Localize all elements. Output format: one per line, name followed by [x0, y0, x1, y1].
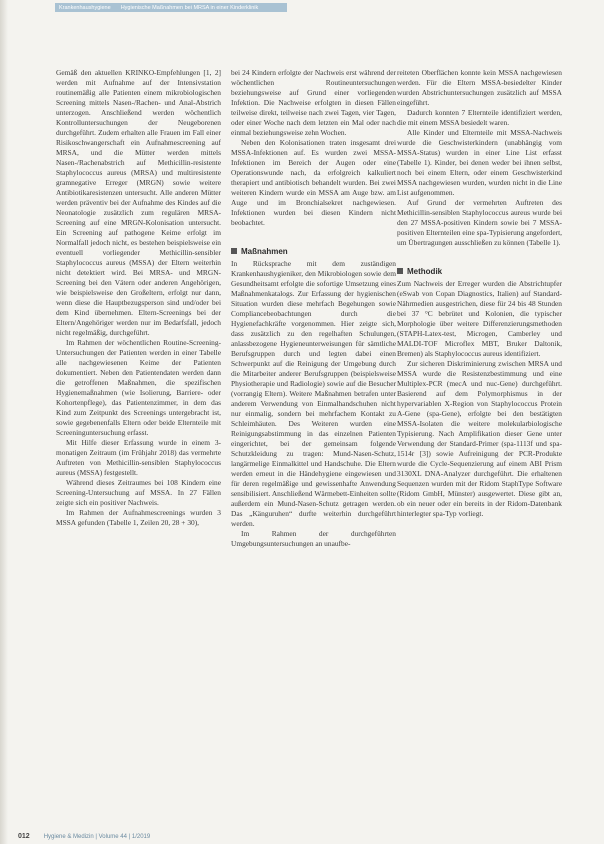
paragraph: Im Rahmen der durchgeführten Umgebungsuntersuchungen an unaufbe-	[231, 529, 396, 548]
section-heading-measures	[231, 246, 396, 257]
paragraph: Zum Nachweis der Erreger wurden die Abstrichtupfer (eSwab von Copan Diagnostics, Italien) auf Standard-Nährmedien ausgestrichen, diese für 24 bis 48 Stunden bei 37 °C bebrütet und Kolonien, die typischer Morphologie über weitere Differenzierungsmethoden (STAPH-Latex-test, Microgen, Camberley und MALDI-TOF Microflex MBT, Bruker Daltonik, Bremen) als Staphylococcus aureus identifiziert.	[397, 279, 562, 358]
paragraph: Alle Kinder und Elternteile mit MSSA-Nachweis wurde die Geschwisterkindern (unabhängig vom MSSA-Status) wurden in einer Line List erfasst (Tabelle 1). Kinder, bei denen weder bei ihnen selbst, noch bei einem Eltern, oder einem Geschwisterkind MSSA nachgewiesen wurden, wurden nicht in die Line List aufgenommen.	[397, 128, 562, 197]
paragraph: Dadurch konnten 7 Elternteile identifiziert werden, die mit einem MSSA besiedelt waren.	[397, 108, 562, 127]
text-column-1	[56, 68, 221, 528]
paragraph: Zur sicheren Diskriminierung zwischen MRSA und MSSA wurde die Resistenzbestimmung und eine Multiplex-PCR (mecA und nuc-Gene) durchgeführt. Basierend auf dem Polymorphismus in der hypervariablen X-Region von Staphylococcus Protein A-Gene (spa-Gene), erfolgte bei den bestätigten MSSA-Isolaten die weitere molekularbiologische Typisierung. Nach Amplifikation dieser Gene unter Verwendung der Standard-Primer (spa-1113f und spa-1514r [3]) sowie Aufreinigung der PCR-Produkte wurde die Cycle-Sequenzierung auf einem ABI Prism 3130XL DNA-Analyzer durchgeführt. Die erhaltenen Sequenzen wurden mit der Ridom StaphType Software (Ridom GmbH, Münster) ausgewertet. Diese gibt an, ob ein neuer oder ein bereits in der Ridom-Datenbank hinterlegter spa-Typ vorliegt.	[397, 359, 562, 518]
paragraph: Gemäß den aktuellen KRINKO-Empfehlungen [1, 2] werden mit Aufnahme auf der Intensivstation routinemäßig alle Patienten einem mikrobiologischen Screening mittels Nasen-/Rachen- und Anal-Abstrich unterzogen. Anschließend werden wöchentlich Kontrolluntersuchungen der Neugeborenen durchgeführt. Zudem erhalten alle Frauen im Fall einer Risikoschwangerschaft ein Aufnahmescreening auf MRSA, und die Mütter werden mittels Nasen-/Rachenabstrich auf Methicillin-resistente Staphylococcus aureus (MRSA) und multiresistente gramnegative Erreger (MRGN) sowie weitere Antibiotikaresistenzen untersucht. Alle anderen Mütter werden präventiv bei der Aufnahme des Kindes auf die Neonatologie zusätzlich zum regulären MRSA-Screening auf eine MRGN-Kolonisation untersucht. Ein Screening auf pathogene Keime erfolgt im Normalfall jedoch nicht, es bestehen beispielsweise ein eventuell vorliegender Methicillin-sensibler Staphylococcus aureus (MSSA) der Eltern weiterhin nicht detektiert wird. Bei MRSA- und MRGN-Screening bei den Vätern oder anderen Angehörigen, wie beispielsweise den Großeltern, erfolgt nur dann, wenn diese die Hauptbezugsperson sind und/oder bei dem Kind übernehmen. Eltern-Screenings bei der Eltern/Angehöriger werden nur im Bedarfsfall, jedoch nicht regelmäßig, durchgeführt.	[56, 68, 221, 337]
header-running-title: Hygienische Maßnahmen bei MRSA in einer Kinderklinik	[120, 4, 259, 11]
paragraph: reiteten Oberflächen konnte kein MSSA nachgewiesen werden. Für die Eltern MSSA-besiedelter Kinder wurden Abstrichuntersuchungen zusätzlich auf MSSA eingeführt.	[397, 68, 562, 107]
text-column-3	[397, 68, 562, 519]
paragraph: bei 24 Kindern erfolgte der Nachweis erst während der wöchentlichen Routineuntersuchungen beziehungsweise auf Grund einer vorliegenden Infektion. Die Nachweise erfolgten in diesen Fällen teilweise direkt, teilweise nach zwei Tagen, vier Tagen, oder einer Woche nach dem letzten ein Mal oder nach einmal beziehungsweise zehn Wochen.	[231, 68, 396, 137]
page-edge-shadow	[0, 0, 8, 844]
heading-square-icon	[397, 268, 403, 274]
section-heading-text: Maßnahmen	[241, 247, 288, 256]
journal-citation: Hygiene & Medizin | Volume 44 | 1/2019	[43, 833, 151, 840]
paragraph: Im Rahmen der Aufnahmescreenings wurden 3 MSSA gefunden (Tabelle 1, Zeilen 20, 28 + 30),	[56, 508, 221, 527]
paragraph: Neben den Kolonisationen traten insgesamt drei MSSA-Infektionen auf. Es wurden zwei MSSA-Infektionen im Bereich der Augen oder eine Operationswunde nach, da erfolgreich kalkuliert therapiert und antibiotisch behandelt wurden. Bei zwei weiteren Kindern wurde ein MSSA am Auge bzw. am Auge und im Bronchialsekret nachgewiesen. Infektionen wurden bei diesen Kindern nicht beobachtet.	[231, 138, 396, 227]
paragraph: Im Rahmen der wöchentlichen Routine-Screening-Untersuchungen der Patienten werden in einer Tabelle alle nachgewiesenen Keime der Patienten dokumentiert. Neben den Patientendaten werden dann die getroffenen Maßnahmen, die spezifischen Hygienemaßnahmen (wie Isolierung, Barriere- oder Kohortenpflege), das Patientenzimmer, in dem das Kind zum Zeitpunkt des Screenings untergebracht ist, sowie gegebenenfalls Eltern oder beide Elternteile mit Screeninguntersuchung erfasst.	[56, 338, 221, 437]
paragraph: Mit Hilfe dieser Erfassung wurde in einem 3-monatigen Zeitraum (im Frühjahr 2018) das vermehrte Auftreten von Methicillin-sensiblen Staphylococcus aureus (MSSA) festgestellt.	[56, 438, 221, 477]
running-header	[55, 3, 287, 12]
heading-square-icon	[231, 248, 237, 254]
section-heading-methods	[397, 266, 562, 277]
header-section-label: Krankenhaushygiene	[59, 4, 111, 11]
text-column-2	[231, 68, 396, 549]
paragraph: In Rücksprache mit dem zuständigen Krankenhaushygieniker, den Mikrobiologen sowie dem Gesundheitsamt erfolgte die sofortige Umsetzung eines Maßnahmenkatalogs. Zur Erfassung der hygienischen Situation wurden diese mehrfach Begehungen sowie Compliancebeobachtungen durch die Hygienefachkräfte vorgenommen. Hier zeigte sich, dass zusätzlich zu den regelhaften Schulungen, anlassbezogene Hygieneunterweisungen für sämtliche Berufsgruppen durch und legten dabei einen Schwerpunkt auf die Reinigung der Umgebung durch die Mitarbeiter anderer Berufsgruppen (beispielsweise Physiotherapie und Radiologie) sowie auf die Besucher (vorrangig Eltern). Weitere Maßnahmen betrafen unter anderem Verwendung von Einmalhandschuhen nicht nur einmalig, sondern bei mehrfachem Kontakt zu Schleimhäuten. Des Weiteren wurden eine Reinigungsabstimmung in das einzelnen Patienten eingerichtet, bei der gemeinsam folgende Schutzkleidung zu tragen: Mund-Nasen-Schutz, langärmelige Einmalkittel und Handschuhe. Die Eltern werden erneut in die Händehygiene eingewiesen und für deren regelmäßige und gewissenhafte Anwendung sensibilisiert. Anschließend Wärmebett-Einheiten sollte außerdem ein Mund-Nasen-Schutz getragen werden. Das „Känguruhen“ durfte weiterhin durchgeführt werden.	[231, 259, 396, 528]
page-number: 012	[18, 833, 30, 840]
paragraph: Auf Grund der vermehrten Auftreten des Methicillin-sensiblen Staphylococcus aureus wurde bei den 27 MSSA-positiven Kindern sowie bei 7 MSSA-positiven Elternteilen eine spa-Typisierung angefordert, um Übertragungen ausschließen zu können (Tabelle 1).	[397, 198, 562, 247]
paragraph: Während dieses Zeitraumes bei 108 Kindern eine Screening-Untersuchung auf MSSA. In 27 Fällen zeigte sich ein positiver Nachweis.	[56, 478, 221, 507]
section-heading-text: Methodik	[407, 267, 443, 276]
page-footer	[18, 833, 150, 840]
